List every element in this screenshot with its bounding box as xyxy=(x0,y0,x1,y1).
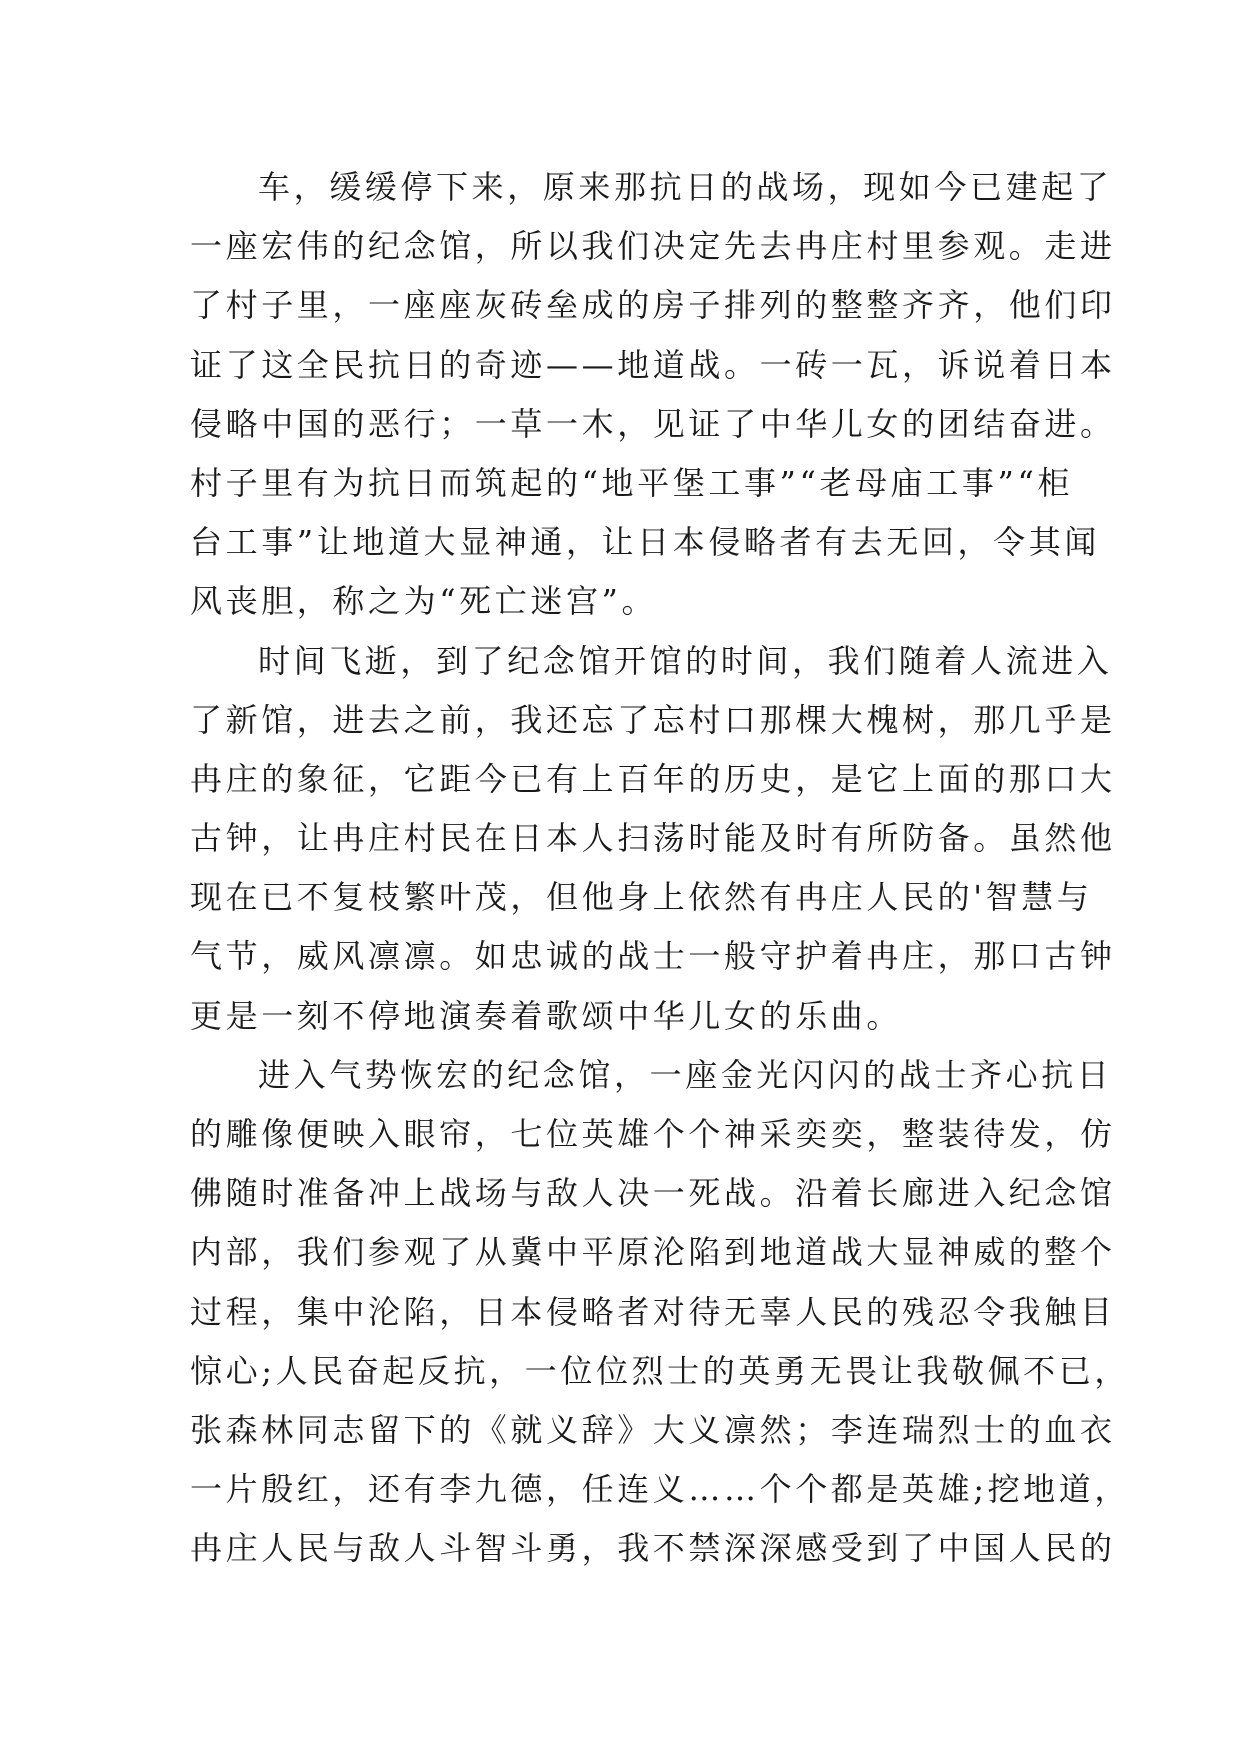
paragraph-1-line-3: 了村子里，一座座灰砖垒成的房子排列的整整齐齐，他们印 xyxy=(190,286,1116,325)
paragraph-1-line-7: 台工事”让地道大显神通，让日本侵略者有去无回，令其闻 xyxy=(190,523,1100,562)
paragraph-1-line-6: 村子里有为抗日而筑起的“地平堡工事”“老母庙工事”“柜 xyxy=(190,463,1073,502)
paragraph-3-line-1: 进入气势恢宏的纪念馆，一座金光闪闪的战士齐心抗日 xyxy=(258,1055,1113,1094)
paragraph-3-line-7: 张森林同志留下的《就义辞》大义凛然；李连瑞烈士的血衣 xyxy=(190,1410,1116,1449)
paragraph-3-line-5: 过程，集中沦陷，日本侵略者对待无辜人民的残忍令我触目 xyxy=(190,1292,1116,1331)
paragraph-1-line-4: 证了这全民抗日的奇迹——地道战。一砖一瓦，诉说着日本 xyxy=(190,345,1116,384)
paragraph-3-line-9: 冉庄人民与敌人斗智斗勇，我不禁深深感受到了中国人民的 xyxy=(190,1529,1116,1568)
paragraph-2-line-6: 气节，威风凛凛。如忠诚的战士一般守护着冉庄，那口古钟 xyxy=(190,937,1116,976)
paragraph-2-line-7: 更是一刻不停地演奏着歌颂中华儿女的乐曲。 xyxy=(190,996,903,1035)
paragraph-2-line-2: 了新馆，进去之前，我还忘了忘村口那棵大槐树，那几乎是 xyxy=(190,700,1116,739)
paragraph-3-line-2: 的雕像便映入眼帘，七位英雄个个神采奕奕，整装待发，仿 xyxy=(190,1115,1116,1153)
paragraph-1-line-1: 车，缓缓停下来，原来那抗日的战场，现如今已建起了 xyxy=(258,168,1113,206)
paragraph-3-line-8: 一片殷红，还有李九德，任连义……个个都是英雄;挖地道， xyxy=(190,1470,1130,1509)
paragraph-1-line-8: 风丧胆，称之为“死亡迷宫”。 xyxy=(190,582,658,621)
paragraph-3-line-4: 内部，我们参观了从冀中平原沦陷到地道战大显神威的整个 xyxy=(190,1233,1116,1272)
paragraph-2-line-3: 冉庄的象征，它距今已有上百年的历史，是它上面的那口大 xyxy=(190,759,1116,798)
paragraph-3-line-6: 惊心;人民奋起反抗，一位位烈士的英勇无畏让我敬佩不已， xyxy=(190,1351,1130,1390)
paragraph-1-line-2: 一座宏伟的纪念馆，所以我们决定先去冉庄村里参观。走进 xyxy=(190,227,1116,266)
paragraph-3-line-3: 佛随时准备冲上战场与敌人决一死战。沿着长廊进入纪念馆 xyxy=(190,1174,1116,1213)
paragraph-1-line-5: 侵略中国的恶行；一草一木，见证了中华儿女的团结奋进。 xyxy=(190,404,1116,443)
document-body xyxy=(190,158,1130,1579)
paragraph-2-line-1: 时间飞逝，到了纪念馆开馆的时间，我们随着人流进入 xyxy=(258,641,1113,680)
paragraph-2-line-5: 现在已不复枝繁叶茂，但他身上依然有冉庄人民的'智慧与 xyxy=(190,878,1093,917)
paragraph-2-line-4: 古钟，让冉庄村民在日本人扫荡时能及时有所防备。虽然他 xyxy=(190,819,1116,858)
